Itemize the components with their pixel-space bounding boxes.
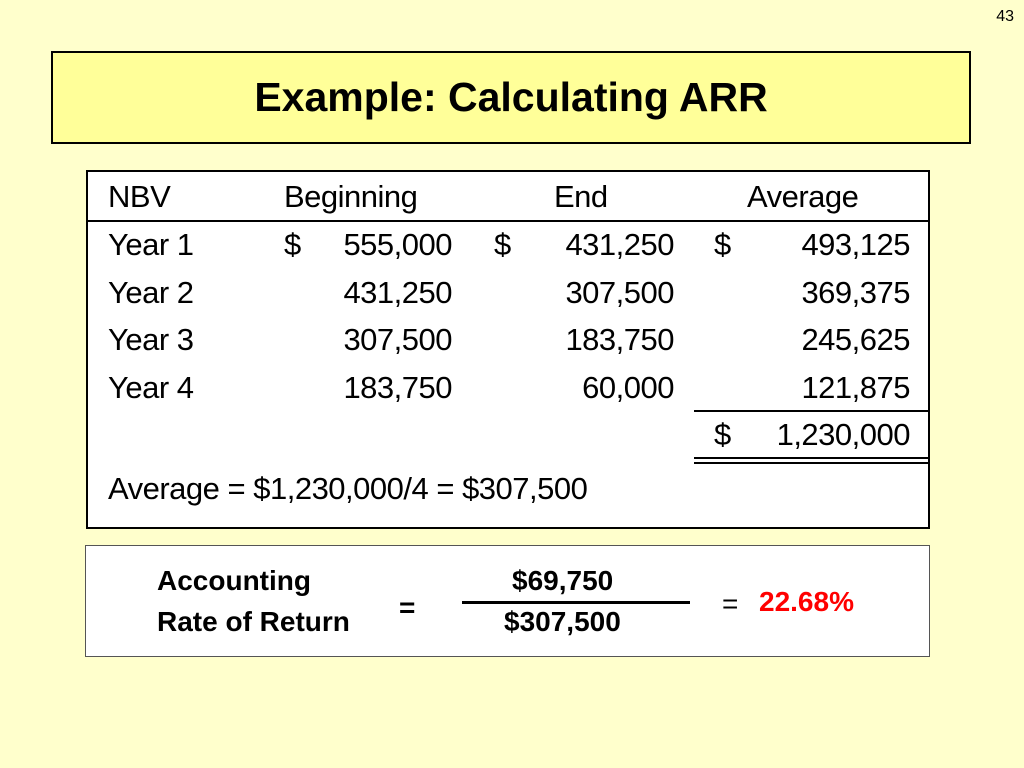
result-equals: = — [722, 588, 739, 619]
beginning-sign: $ — [284, 227, 301, 262]
beginning-value: 555,000 — [343, 227, 452, 262]
formula-equals: = — [399, 592, 416, 623]
row-label: Year 2 — [108, 275, 194, 310]
total-double-underline — [694, 457, 930, 464]
slide-title: Example: Calculating ARR — [254, 74, 768, 120]
formula-numerator: $69,750 — [512, 565, 614, 596]
fraction-bar — [462, 601, 690, 604]
row-label: Year 4 — [108, 370, 194, 405]
end-sign: $ — [494, 227, 511, 262]
average-sign: $ — [714, 227, 731, 262]
average-note: Average = $1,230,000/4 = $307,500 — [108, 471, 588, 506]
row-label: Year 3 — [108, 322, 194, 357]
beginning-value: 183,750 — [343, 370, 452, 405]
average-value: 493,125 — [801, 227, 910, 262]
formula-box — [85, 545, 930, 657]
title-box — [51, 51, 971, 144]
average-value: 369,375 — [801, 275, 910, 310]
header-beginning: Beginning — [284, 179, 418, 214]
header-divider — [88, 220, 928, 222]
total-value: 1,230,000 — [776, 417, 910, 452]
end-value: 183,750 — [565, 322, 674, 357]
formula-label-line2: Rate of Return — [157, 606, 350, 637]
formula-result: 22.68% — [759, 586, 854, 617]
header-average: Average — [747, 179, 859, 214]
formula-denominator: $307,500 — [504, 606, 621, 637]
total-sign: $ — [714, 417, 731, 452]
average-value: 245,625 — [801, 322, 910, 357]
row-label: Year 1 — [108, 227, 194, 262]
header-end: End — [554, 179, 608, 214]
slide-number: 43 — [996, 8, 1014, 25]
header-nbv: NBV — [108, 179, 171, 214]
average-value: 121,875 — [801, 370, 910, 405]
beginning-value: 307,500 — [343, 322, 452, 357]
end-value: 307,500 — [565, 275, 674, 310]
beginning-value: 431,250 — [343, 275, 452, 310]
end-value: 60,000 — [582, 370, 674, 405]
total-underline — [694, 410, 930, 412]
formula-label-line1: Accounting — [157, 565, 311, 596]
nbv-table — [86, 170, 930, 529]
end-value: 431,250 — [565, 227, 674, 262]
